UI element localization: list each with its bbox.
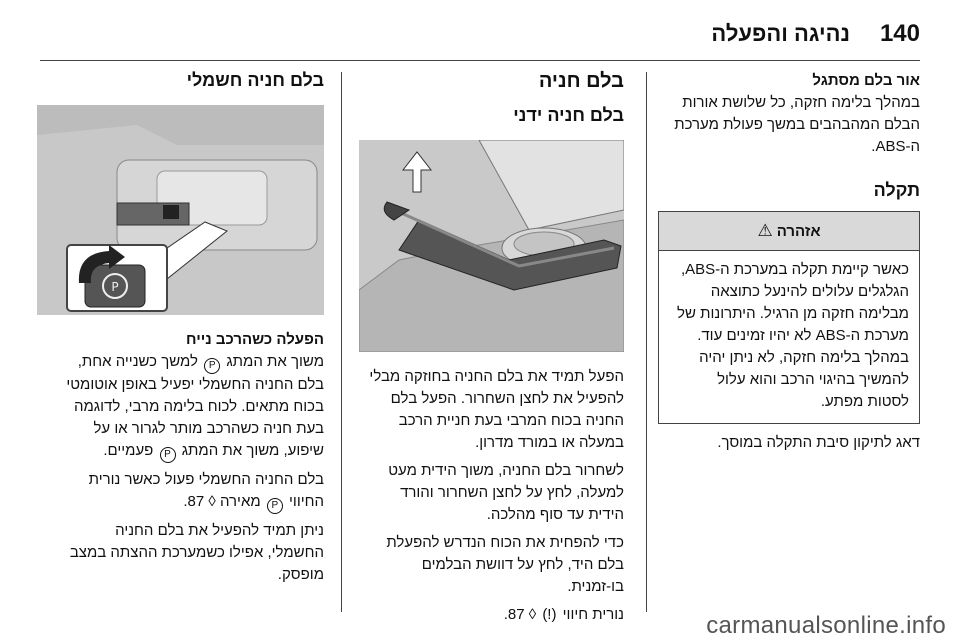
body-line: בלם היד, לחץ על דוושת הבלמים bbox=[421, 556, 624, 573]
epb-switch-drawing-icon bbox=[37, 105, 324, 315]
body-line: בלם החניה החשמלי יפעיל באופן אוטומטי bbox=[66, 376, 324, 393]
manual-parking-brake-subtitle: בלם חניה ידני bbox=[513, 105, 624, 125]
fault-section-title: תקלה bbox=[873, 180, 920, 200]
warning-line: במהלך בלימה חזקה, לא ניתן יהיה bbox=[699, 349, 909, 366]
column-electric-parking-brake bbox=[37, 70, 324, 586]
text-fragment: פעמיים. bbox=[103, 442, 154, 459]
body-line: להפעיל את לחצן השחרור. הפעל בלם bbox=[390, 390, 624, 407]
text-fragment: משוך את המתג bbox=[226, 353, 324, 370]
body-line bbox=[37, 351, 324, 374]
body-line: כדי להפחית את הכוח הנדרש להפעלת bbox=[386, 534, 624, 551]
warning-line: כאשר קיימת תקלה במערכת ה-ABS, bbox=[680, 261, 909, 278]
body-line: החשמלי, אפילו כשמערכת ההצתה במצב bbox=[69, 544, 324, 561]
intro-line-3: ה-ABS. bbox=[871, 138, 920, 155]
electric-parking-brake-title: בלם חניה חשמלי bbox=[186, 70, 324, 90]
epb-switch-illustration bbox=[37, 105, 324, 315]
svg-text:P: P bbox=[111, 280, 119, 294]
column-divider-right bbox=[646, 72, 647, 612]
body-line: ניתן תמיד להפעיל את בלם החניה bbox=[115, 522, 324, 539]
text-fragment: שיפוע, משוך את המתג bbox=[181, 442, 324, 459]
warning-line: מערכת ה-ABS לא יהיו זמינים עוד. bbox=[697, 327, 909, 344]
body-line: מופסק. bbox=[277, 566, 324, 583]
body-line: בלם החניה החשמלי פעול כאשר נורית bbox=[88, 471, 324, 488]
warning-header bbox=[659, 212, 919, 251]
page-number: 140 bbox=[879, 20, 920, 47]
parking-brake-title: בלם חניה bbox=[538, 70, 624, 92]
warning-title: אזהרה bbox=[776, 222, 821, 240]
parking-switch-icon: P bbox=[204, 358, 220, 374]
text-fragment: מאירה bbox=[219, 493, 261, 510]
body-line: הפעל תמיד את בלם החניה בחוזקה מבלי bbox=[369, 368, 624, 385]
ref-page-number: 87. bbox=[183, 493, 205, 510]
page-ref-icon: ◊ bbox=[208, 493, 216, 510]
body-line: לשחרור בלם החניה, משוך הידית מעט bbox=[388, 462, 624, 479]
body-line: במעלה או במורד מדרון. bbox=[475, 434, 624, 451]
column-divider-left bbox=[341, 72, 342, 612]
header-divider bbox=[40, 60, 920, 61]
left-paragraph-1 bbox=[37, 351, 324, 463]
column-parking-brake bbox=[359, 70, 624, 626]
after-warning-text: דאג לתיקון סיבת התקלה במוסך. bbox=[717, 434, 920, 451]
parking-switch-icon: P bbox=[160, 447, 176, 463]
warning-body bbox=[659, 251, 919, 423]
warning-line: הגלגלים עלולים להינעל כתוצאה bbox=[710, 283, 909, 300]
handbrake-illustration bbox=[359, 140, 624, 352]
body-line bbox=[37, 440, 324, 463]
body-line: בו-זמנית. bbox=[567, 578, 624, 595]
text-fragment: החיווי bbox=[289, 493, 324, 510]
brake-warning-icon: (!) bbox=[542, 606, 557, 623]
ref-prefix: נורית חיווי bbox=[562, 606, 624, 623]
page-header bbox=[40, 14, 920, 54]
body-line: בעת חניה כשהרכב מותר לגרור או על bbox=[93, 420, 324, 437]
warning-box bbox=[658, 211, 920, 424]
intro-line-1: במהלך בלימה חזקה, כל שלושת אורות bbox=[682, 94, 920, 111]
body-line: למעלה, לחץ על לחצן השחרור והורד bbox=[400, 484, 624, 501]
page-ref-icon: ◊ bbox=[528, 606, 537, 623]
stationary-operation-subtitle: הפעלה כשהרכב נייח bbox=[186, 331, 324, 348]
text-fragment: למשך כשנייה אחת, bbox=[77, 353, 198, 370]
left-paragraph-2 bbox=[37, 469, 324, 514]
warning-line: להמשיך בהיגוי הרכב והוא עלול bbox=[717, 371, 909, 388]
adaptive-brake-light-title: אור בלם מסתגל bbox=[812, 72, 920, 89]
handbrake-drawing-icon bbox=[359, 140, 624, 352]
body-line: החניה בכוח המרבי בעת חניית הרכב bbox=[398, 412, 624, 429]
body-line bbox=[37, 491, 324, 514]
watermark: carmanualsonline.info bbox=[706, 612, 946, 639]
mid-paragraph-2 bbox=[359, 460, 624, 526]
warning-triangle-icon: ⚠ bbox=[757, 221, 773, 240]
mid-paragraph-1 bbox=[359, 366, 624, 454]
body-line: הידית עד סוף מהלכה. bbox=[486, 506, 624, 523]
warning-line: מבלימה חזקה מן הרגיל. היתרונות של bbox=[677, 305, 909, 322]
warning-line: לסטות מפתע. bbox=[820, 393, 909, 410]
column-adaptive-brake-light bbox=[658, 70, 920, 454]
ref-page-number: 87. bbox=[503, 606, 525, 623]
body-line: בכוח מתאים. לכוח בלימה מרבי, לדוגמה bbox=[73, 398, 324, 415]
parking-indicator-icon: P bbox=[267, 498, 283, 514]
mid-paragraph-3 bbox=[359, 532, 624, 598]
indicator-reference bbox=[359, 604, 624, 626]
left-paragraph-3 bbox=[37, 520, 324, 586]
intro-line-2: הבלם המהבהבים במשך פעולת מערכת bbox=[674, 116, 920, 133]
chapter-title: נהיגה והפעלה bbox=[711, 21, 850, 46]
